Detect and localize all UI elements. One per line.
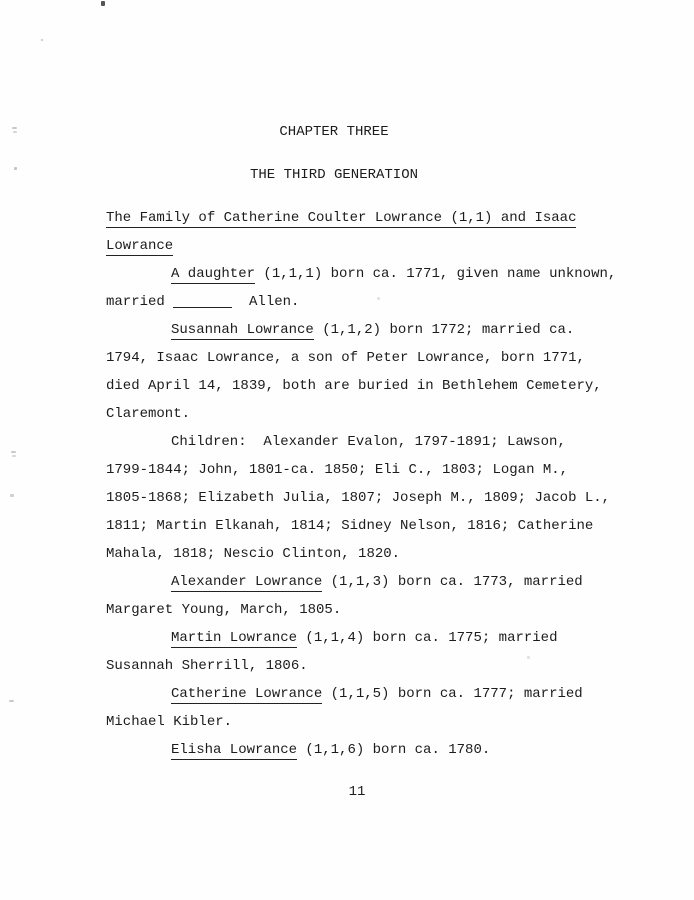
- text-line: [106, 260, 624, 288]
- person-name-underlined: Catherine Lowrance: [171, 686, 323, 702]
- text-line: Claremont.: [106, 406, 191, 422]
- scan-speck: [527, 656, 530, 659]
- line-text: (1,1,1) born ca. 1771, given name unknown,: [255, 266, 617, 282]
- line-text: (1,1,6) born ca. 1780.: [297, 742, 491, 758]
- blank-fill-line: [173, 307, 232, 308]
- text-line: Susannah Sherrill, 1806.: [106, 658, 308, 674]
- line-text: (1,1,2) born 1772; married ca.: [313, 322, 575, 338]
- text-line: [106, 316, 624, 344]
- family-title-text-1: The Family of Catherine Coulter Lowrance (1,1) and Isaac: [106, 210, 577, 226]
- section-heading: THE THIRD GENERATION: [249, 167, 419, 183]
- scan-speck: [41, 39, 43, 41]
- text-line: [106, 568, 624, 596]
- scan-speck: [101, 1, 105, 6]
- line-text: (1,1,5) born ca. 1777; married: [322, 686, 583, 702]
- text-line: died April 14, 1839, both are buried in Bethlehem Cemetery,: [106, 378, 602, 394]
- text-line: Children: Alexander Evalon, 1797-1891; Lawson,: [171, 434, 566, 450]
- person-name-underlined: Susannah Lowrance: [171, 322, 314, 338]
- person-name-underlined: Elisha Lowrance: [171, 742, 298, 758]
- paragraph-elisha: [106, 736, 624, 764]
- family-title: [106, 204, 624, 260]
- family-title-text-2: Lowrance: [106, 238, 174, 254]
- paragraph-martin: [106, 624, 624, 680]
- text-line: 1805-1868; Elizabeth Julia, 1807; Joseph M., 1809; Jacob L.,: [106, 490, 611, 506]
- line-text: Allen.: [232, 294, 300, 310]
- line-text: (1,1,4) born ca. 1775; married: [297, 630, 558, 646]
- person-name-underlined: Alexander Lowrance: [171, 574, 323, 590]
- line-text: married: [106, 294, 174, 310]
- paragraph-alexander: [106, 568, 624, 624]
- text-line: Mahala, 1818; Nescio Clinton, 1820.: [106, 546, 401, 562]
- text-line: [106, 288, 624, 316]
- person-name-underlined: A daughter: [171, 266, 256, 282]
- text-line: 1794, Isaac Lowrance, a son of Peter Lowrance, born 1771,: [106, 350, 585, 366]
- scan-speck: [9, 700, 14, 702]
- paragraph-children: [106, 428, 624, 568]
- paragraph-daughter: [106, 260, 624, 316]
- text-line: Margaret Young, March, 1805.: [106, 602, 342, 618]
- person-name-underlined: Martin Lowrance: [171, 630, 298, 646]
- family-title-line-2: [106, 232, 624, 260]
- scan-speck: [10, 494, 14, 497]
- text-line: 1811; Martin Elkanah, 1814; Sidney Nelson, 1816; Catherine: [106, 518, 594, 534]
- text-line: [106, 736, 624, 764]
- scan-speck: [14, 167, 17, 170]
- paragraph-susannah: [106, 316, 624, 428]
- page-number: 11: [348, 784, 366, 800]
- text-line: [106, 624, 624, 652]
- text-line: 1799-1844; John, 1801-ca. 1850; Eli C., 1803; Logan M.,: [106, 462, 569, 478]
- line-text: (1,1,3) born ca. 1773, married: [322, 574, 583, 590]
- family-title-line-1: [106, 204, 624, 232]
- scan-speck: [13, 131, 17, 133]
- text-line: Michael Kibler.: [106, 714, 233, 730]
- chapter-heading: CHAPTER THREE: [279, 124, 389, 140]
- scan-speck: [11, 451, 16, 453]
- paragraph-catherine: [106, 680, 624, 736]
- scan-speck: [377, 297, 380, 300]
- scan-speck: [12, 127, 17, 129]
- scan-speck: [12, 455, 16, 457]
- text-line: [106, 680, 624, 708]
